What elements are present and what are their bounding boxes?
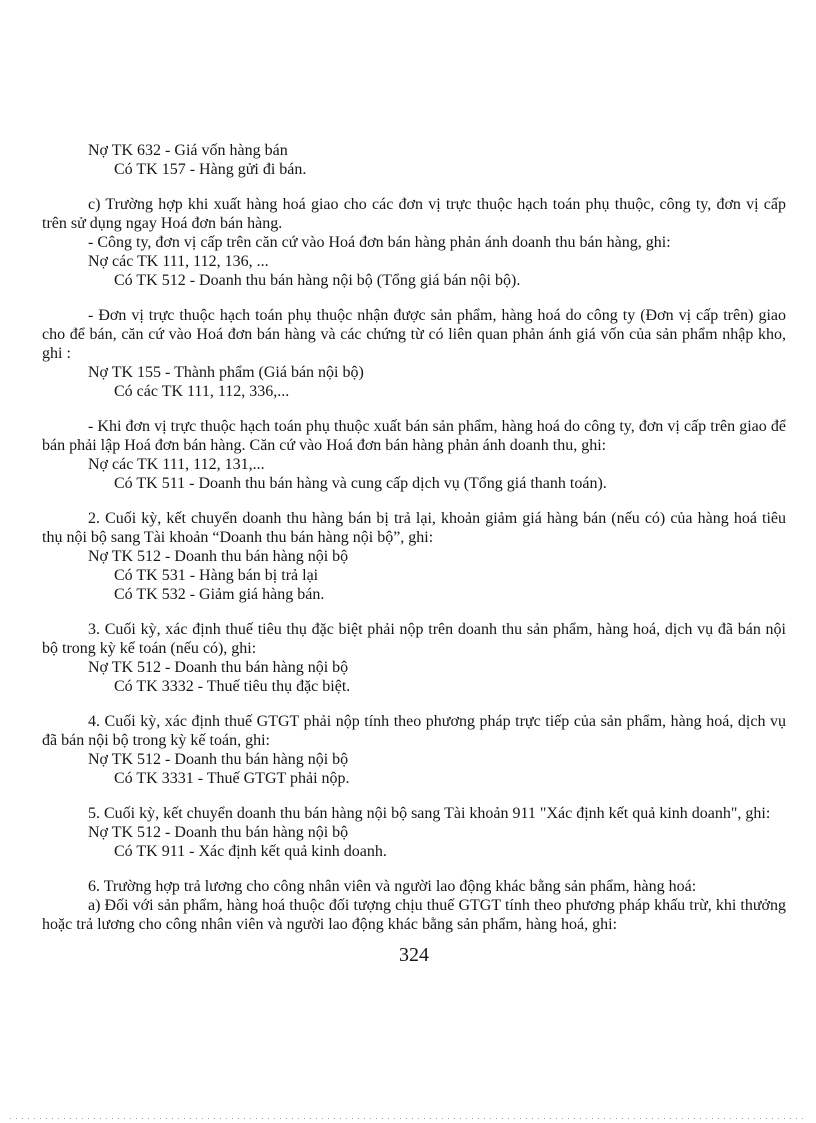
- paragraph: - Đơn vị trực thuộc hạch toán phụ thuộc nhận được sản phẩm, hàng hoá do công ty (Đơn vị cấp trên) giao cho để bán, căn cứ vào Hoá đơn bán hàng và các chứng từ có liên quan phản ánh giá vốn của sản phẩm nhập kho, ghi :: [42, 307, 786, 362]
- journal-entry-credit-line: Có TK 3331 - Thuế GTGT phải nộp.: [114, 770, 350, 787]
- page-content: [42, 141, 786, 967]
- paragraph: 3. Cuối kỳ, xác định thuế tiêu thụ đặc biệt phải nộp trên doanh thu sản phẩm, hàng hoá, dịch vụ đã bán nội bộ trong kỳ kế toán (nếu có), ghi:: [42, 621, 786, 657]
- paragraph: - Khi đơn vị trực thuộc hạch toán phụ thuộc xuất bán sản phẩm, hàng hoá do công ty, đơn vị cấp trên giao để bán phải lập Hoá đơn bán hàng. Căn cứ vào Hoá đơn bán hàng phản ánh doanh thu, ghi:: [42, 418, 786, 454]
- document-section: [42, 195, 786, 290]
- page-break-dotted-line: [10, 1118, 806, 1119]
- document-section: [42, 712, 786, 788]
- journal-entry-debit-line: Nợ các TK 111, 112, 131,...: [88, 456, 265, 473]
- paragraph: c) Trường hợp khi xuất hàng hoá giao cho các đơn vị trực thuộc hạch toán phụ thuộc, công ty, đơn vị cấp trên sử dụng ngay Hoá đơn bán hàng.: [42, 196, 786, 232]
- journal-entry-debit-line: Nợ các TK 111, 112, 136, ...: [88, 253, 269, 270]
- journal-entry-credit-line: Có TK 157 - Hàng gửi đi bán.: [114, 161, 307, 178]
- journal-entry-credit-line: Có TK 511 - Doanh thu bán hàng và cung cấp dịch vụ (Tổng giá thanh toán).: [114, 475, 607, 492]
- journal-entry-debit-line: Nợ TK 512 - Doanh thu bán hàng nội bộ: [88, 548, 349, 565]
- document-section: [42, 877, 786, 934]
- paragraph: 5. Cuối kỳ, kết chuyển doanh thu bán hàng nội bộ sang Tài khoản 911 "Xác định kết quả kinh doanh", ghi:: [88, 805, 771, 822]
- journal-entry-credit-line: Có các TK 111, 112, 336,...: [114, 383, 290, 400]
- paragraph: 2. Cuối kỳ, kết chuyển doanh thu hàng bán bị trả lại, khoản giảm giá hàng bán (nếu có) của hàng hoá tiêu thụ nội bộ sang Tài khoản “Doanh thu bán hàng nội bộ”, ghi:: [42, 510, 786, 546]
- document-section: [42, 417, 786, 493]
- journal-entry-debit-line: Nợ TK 155 - Thành phẩm (Giá bán nội bộ): [88, 364, 364, 381]
- sections-host: [42, 141, 786, 934]
- journal-entry-credit-line: Có TK 531 - Hàng bán bị trả lại: [114, 567, 319, 584]
- journal-entry-credit-line: Có TK 3332 - Thuế tiêu thụ đặc biệt.: [114, 678, 351, 695]
- document-section: [42, 804, 786, 861]
- journal-entry-credit-line: Có TK 512 - Doanh thu bán hàng nội bộ (Tổng giá bán nội bộ).: [114, 272, 521, 289]
- journal-entry-credit-line: Có TK 532 - Giảm giá hàng bán.: [114, 586, 325, 603]
- document-section: [42, 306, 786, 401]
- paragraph: - Công ty, đơn vị cấp trên căn cứ vào Hoá đơn bán hàng phản ánh doanh thu bán hàng, ghi:: [88, 234, 671, 251]
- journal-entry-debit-line: Nợ TK 512 - Doanh thu bán hàng nội bộ: [88, 824, 349, 841]
- journal-entry-debit-line: Nợ TK 512 - Doanh thu bán hàng nội bộ: [88, 659, 349, 676]
- journal-entry-credit-line: Có TK 911 - Xác định kết quả kinh doanh.: [114, 843, 387, 860]
- page-number: 324: [399, 944, 429, 966]
- document-section: [42, 509, 786, 604]
- paragraph: 4. Cuối kỳ, xác định thuế GTGT phải nộp tính theo phương pháp trực tiếp của sản phẩm, hàng hoá, dịch vụ đã bán nội bộ trong kỳ kế toán, ghi:: [42, 713, 786, 749]
- journal-entry-debit-line: Nợ TK 632 - Giá vốn hàng bán: [88, 142, 288, 159]
- document-section: [42, 620, 786, 696]
- paragraph: 6. Trường hợp trả lương cho công nhân viên và người lao động khác bằng sản phẩm, hàng hoá:: [88, 878, 697, 895]
- journal-entry-debit-line: Nợ TK 512 - Doanh thu bán hàng nội bộ: [88, 751, 349, 768]
- paragraph: a) Đối với sản phẩm, hàng hoá thuộc đối tượng chịu thuế GTGT tính theo phương pháp khấu trừ, khi thưởng hoặc trả lương cho công nhân viên và người lao động khác bằng sản phẩm, hàng hoá, ghi:: [42, 897, 786, 933]
- document-section: [42, 141, 786, 179]
